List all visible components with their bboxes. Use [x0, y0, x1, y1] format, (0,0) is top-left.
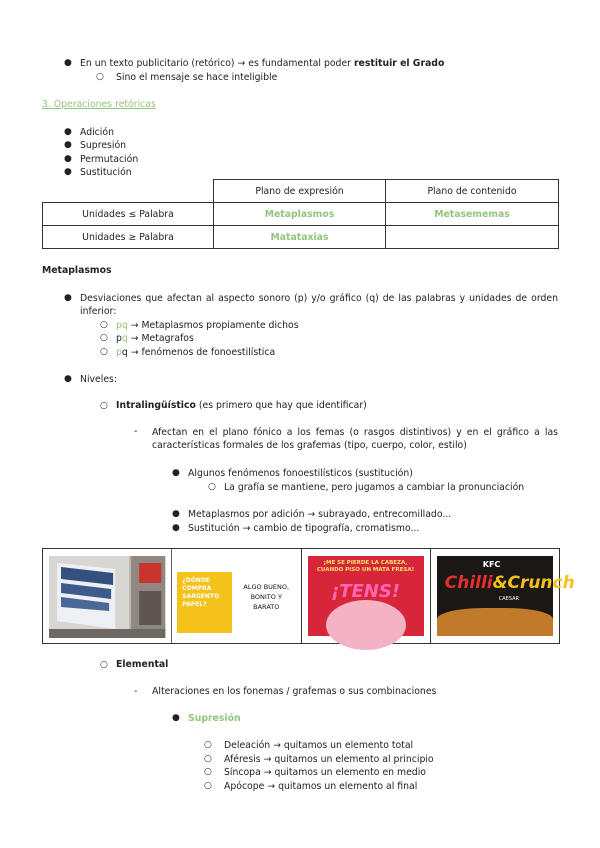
supresion-item: Apócope → quitamos un elemento al final [224, 781, 418, 792]
operation-item: Permutación [80, 154, 139, 165]
sub-bullet-circle: ○ [100, 401, 108, 411]
example-image-kfc [431, 549, 575, 643]
metaplasmo-type: pq → fenómenos de fonoestilística [116, 347, 276, 358]
fono-item: Algunos fenómenos fonoestilísticos (sustitución) [188, 468, 413, 479]
sub-bullet-circle: ○ [204, 740, 212, 750]
metaplasmos-definition: Desviaciones que afectan al aspecto sonoro (p) y/o gráfico (q) de las palabras y unidades de orden inferior: [80, 293, 558, 317]
sub-bullet-circle: ○ [208, 482, 216, 492]
intralinguistico-line: Intralingüístico (es primero que hay que identificar) [116, 400, 367, 411]
sub-bullet-circle: ○ [204, 781, 212, 791]
kfc-title-word: Crunch [507, 573, 575, 593]
ad-banner-text: ¡ME SE PIERDE LA CABEZA, [323, 560, 408, 566]
poster-text: SARGENTO [182, 593, 220, 600]
section-heading-operaciones[interactable]: 3. Operaciones retóricas [42, 99, 156, 110]
supresion-title: Supresión [188, 713, 241, 724]
table-row-label: Unidades ≤ Palabra [43, 203, 214, 226]
intralinguistico-desc: Afectan en el plano fónico a los femas (o rasgos distintivos) y en el gráfico a las características formales de los grafemas (tipo, cuerpo, color, estilo) [152, 427, 558, 451]
ad-banner-text: CUANDO PISO UN MATA FRESA! [316, 567, 415, 573]
elemental-desc: Alteraciones en los fonemas / grafemas o sus combinaciones [152, 686, 437, 697]
niveles-label: Niveles: [80, 374, 118, 385]
kfc-title-word: Chilli [444, 573, 493, 593]
white-poster [232, 572, 300, 633]
ad-big-word: ¡TENS! [330, 581, 401, 602]
operation-item: Sustitución [80, 167, 132, 178]
bullet-dot: ● [172, 523, 180, 533]
kfc-sub: CAESAR [498, 596, 519, 602]
bullet-dot: ● [64, 127, 72, 137]
metaplasmos-title: Metaplasmos [42, 265, 112, 276]
bullet-dot: ● [64, 140, 72, 150]
table-header: Plano de contenido [386, 180, 559, 203]
poster-text: COMPRA [182, 585, 212, 592]
fono-sub-item: La grafía se mantiene, pero jugamos a cambiar la pronunciación [224, 482, 525, 493]
poster-text: ALGO BUENO, [243, 583, 290, 591]
poster-text: BARATO [253, 603, 280, 611]
table-empty-corner [43, 180, 214, 203]
yellow-poster [177, 572, 232, 633]
top-bullet-text: En un texto publicitario (retórico) → es fundamental poder restituir el Grado [80, 58, 445, 69]
sub-bullet-circle: ○ [96, 72, 104, 82]
bullet-dot: ● [172, 468, 180, 478]
poster-text: BONITO Y [250, 593, 282, 601]
example-images-row [42, 548, 575, 644]
sub-bullet-circle: ○ [100, 347, 108, 357]
poster-text: ¿DÓNDE [182, 577, 210, 584]
poster-text: PAPEL? [182, 601, 207, 608]
sub-bullet-circle: ○ [204, 767, 212, 777]
example-image-posters [172, 549, 301, 643]
sub-bullet-circle: ○ [100, 333, 108, 343]
table-cell [386, 226, 559, 249]
operation-item: Adición [80, 127, 114, 138]
sustitucion-item: Sustitución → cambio de tipografía, cromatismo... [188, 523, 420, 534]
metaplasmo-type: pq → Metagrafos [116, 333, 194, 344]
kfc-brand: KFC [482, 560, 501, 569]
top-sub-text: Sino el mensaje se hace inteligible [116, 72, 278, 83]
example-image-building [43, 549, 172, 643]
adicion-item: Metaplasmos por adición → subrayado, entrecomillado... [188, 509, 452, 520]
sub-bullet-circle: ○ [204, 754, 212, 764]
bullet-dot: ● [64, 58, 72, 68]
dash-bullet: - [134, 426, 138, 437]
kfc-title-amp: & [492, 573, 508, 593]
sub-bullet-circle: ○ [100, 660, 108, 670]
table-row-label: Unidades ≥ Palabra [43, 226, 214, 249]
metaplasmo-type: pq → Metaplasmos propiamente dichos [116, 320, 299, 331]
bullet-dot: ● [64, 374, 72, 384]
table-cell: Matataxias [214, 226, 386, 249]
bullet-dot: ● [64, 154, 72, 164]
supresion-item: Síncopa → quitamos un elemento en medio [224, 767, 426, 778]
bullet-dot: ● [64, 293, 72, 303]
table-header: Plano de expresión [214, 180, 386, 203]
table-cell: Metasememas [386, 203, 559, 226]
operations-table [42, 179, 559, 249]
example-image-ad-fresa [302, 549, 431, 643]
supresion-item: Aféresis → quitamos un elemento al principio [224, 754, 434, 765]
sub-bullet-circle: ○ [100, 320, 108, 330]
table-cell: Metaplasmos [214, 203, 386, 226]
supresion-item: Deleación → quitamos un elemento total [224, 740, 414, 751]
bullet-dot: ● [64, 167, 72, 177]
bullet-dot: ● [172, 509, 180, 519]
dash-bullet: - [134, 686, 138, 697]
operation-item: Supresión [80, 140, 127, 151]
bullet-dot: ● [172, 713, 180, 723]
elemental-title: Elemental [116, 659, 169, 670]
